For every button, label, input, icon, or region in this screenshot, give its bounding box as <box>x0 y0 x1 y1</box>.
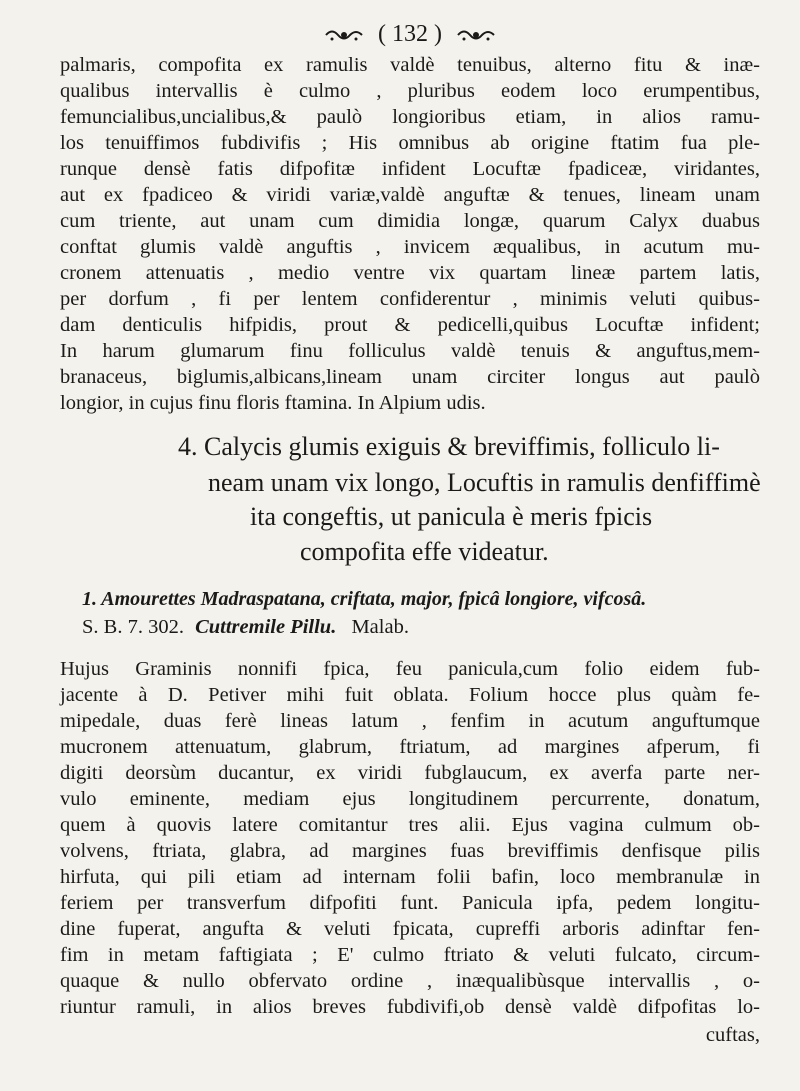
entry-language: Malab. <box>351 616 409 638</box>
text-line: longior, in cujus finu floris ftamina. In Alpium udis. <box>60 392 486 414</box>
text-line: feriem per transverfum difpofiti funt. Panicula ipfa, pedem longitu- <box>60 892 760 914</box>
book-page <box>60 20 760 1080</box>
text-line: Hujus Graminis nonnifi fpica, feu panicula,cum folio eidem fub- <box>60 658 760 680</box>
text-line: quem à quovis latere comitantur tres alii. Ejus vagina culmum ob- <box>60 814 760 836</box>
text-line: quaque & nullo obfervato ordine , inæqualibùsque intervallis , o- <box>60 970 760 992</box>
text-line: dine fuperat, angufta & veluti fpicata, cupreffi arboris adinftar fen- <box>60 918 760 940</box>
text-line: fim in metam faftigiata ; E' culmo ftriato & veluti fulcato, circum- <box>60 944 760 966</box>
text-line: In harum glumarum finu folliculus valdè tenuis & anguftus,mem- <box>60 340 760 362</box>
entry-reference <box>82 616 782 639</box>
section-heading-line: compofita effe videatur. <box>300 537 549 566</box>
entry-vernacular-name: Cuttremile Pillu. <box>195 616 337 638</box>
page-header <box>60 20 760 50</box>
text-line: dam denticulis hifpidis, prout & pedicelli,quibus Locuftæ infident; <box>60 314 760 336</box>
text-line: runque densè fatis difpofitæ infident Locuftæ fpadiceæ, viridantes, <box>60 158 760 180</box>
section-heading-line: neam unam vix longo, Locuftis in ramulis denfiffimè <box>208 468 761 497</box>
text-line: femuncialibus,uncialibus,& paulò longioribus etiam, in alios ramu- <box>60 106 760 128</box>
text-line: qualibus intervallis è culmo , pluribus eodem loco erumpentibus, <box>60 80 760 102</box>
text-line: cronem attenuatis , medio ventre vix quartam lineæ partem latis, <box>60 262 760 284</box>
text-line: cum triente, aut unam cum dimidia longæ, quarum Calyx duabus <box>60 210 760 232</box>
right-ornament-icon <box>456 26 496 44</box>
text-line: vulo eminente, mediam ejus longitudinem percurrente, donatum, <box>60 788 760 810</box>
catchword: cuftas, <box>705 1024 760 1046</box>
text-line: branaceus, biglumis,albicans,lineam unam circiter longus aut paulò <box>60 366 760 388</box>
text-line: conftat glumis valdè anguftis , invicem æqualibus, in acutum mu- <box>60 236 760 258</box>
section-heading-line: 4. Calycis glumis exiguis & breviffimis, folliculo li- <box>178 432 720 461</box>
text-line: digiti deorsùm ducantur, ex viridi fubglaucum, ex averfa parte ner- <box>60 762 760 784</box>
text-line: jacente à D. Petiver mihi fuit oblata. Folium hocce plus quàm fe- <box>60 684 760 706</box>
text-line: los tenuiffimos fubdivifis ; His omnibus ab origine ftatim fua ple- <box>60 132 760 154</box>
text-line: aut ex fpadiceo & viridi variæ,valdè anguftæ & tenues, lineam unam <box>60 184 760 206</box>
text-line: per dorfum , fi per lentem confiderentur , minimis veluti quibus- <box>60 288 760 310</box>
text-line: mipedale, duas ferè lineas latum , fenfim in acutum anguftumque <box>60 710 760 732</box>
text-line: mucronem attenuatum, glabrum, ftriatum, ad margines afperum, fi <box>60 736 760 758</box>
left-ornament-icon <box>324 26 364 44</box>
text-line: hirfuta, qui pili etiam ad internam folii bafin, loco membranulæ in <box>60 866 760 888</box>
text-line: palmaris, compofita ex ramulis valdè tenuibus, alterno fitu & inæ- <box>60 54 760 76</box>
text-line: volvens, ftriata, glabra, ad margines fuas breviffimis denfisque pilis <box>60 840 760 862</box>
text-line: riuntur ramuli, in alios breves fubdivifi,ob densè valdè difpofitas lo- <box>60 996 760 1018</box>
entry-title: 1. Amourettes Madraspatana, criftata, major, fpicâ longiore, vifcosâ. <box>82 588 647 610</box>
section-heading-line: ita congeftis, ut panicula è meris fpicis <box>250 502 653 531</box>
entry-source: S. B. 7. 302. <box>82 616 184 638</box>
page-number: ( 132 ) <box>378 21 442 47</box>
